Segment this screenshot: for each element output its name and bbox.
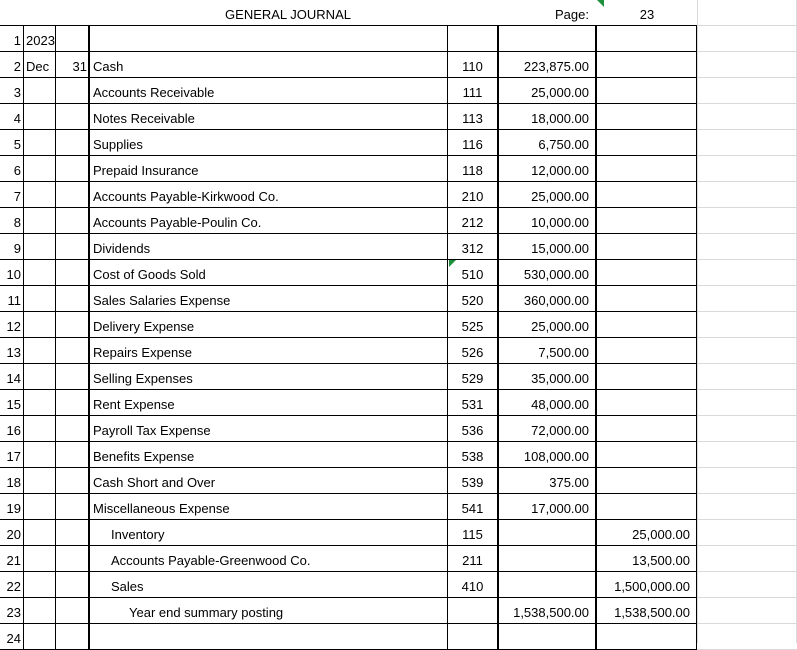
description-cell[interactable]: Cash Short and Over	[89, 468, 448, 494]
credit-cell[interactable]	[596, 390, 697, 416]
gridline	[697, 363, 797, 364]
post-ref-cell[interactable]: 538	[448, 442, 498, 468]
description-cell[interactable]: Rent Expense	[89, 390, 448, 416]
date-day-cell[interactable]	[56, 442, 89, 468]
journal-row	[0, 286, 697, 312]
description-cell[interactable]: Sales	[89, 572, 448, 598]
gridline	[697, 571, 797, 572]
row-number: 7	[0, 182, 24, 208]
gridline	[697, 233, 797, 234]
journal-row	[0, 208, 697, 234]
gridline	[697, 337, 797, 338]
date-month-cell[interactable]	[24, 546, 56, 572]
gridline	[697, 441, 797, 442]
gridline	[697, 285, 797, 286]
row-number: 23	[0, 598, 24, 624]
description-cell[interactable]: Notes Receivable	[89, 104, 448, 130]
debit-cell[interactable]	[498, 26, 596, 52]
credit-cell[interactable]	[596, 364, 697, 390]
date-month-cell[interactable]	[24, 182, 56, 208]
description-cell[interactable]: Accounts Payable-Kirkwood Co.	[89, 182, 448, 208]
journal-row	[0, 156, 697, 182]
post-ref-cell[interactable]: 410	[448, 572, 498, 598]
row-number: 20	[0, 520, 24, 546]
gridline	[697, 51, 797, 52]
date-month-cell[interactable]	[24, 104, 56, 130]
journal-row	[0, 416, 697, 442]
post-ref-cell[interactable]: 210	[448, 182, 498, 208]
date-day-cell[interactable]	[56, 26, 89, 52]
description-cell[interactable]: Miscellaneous Expense	[89, 494, 448, 520]
credit-cell[interactable]	[596, 234, 697, 260]
description-cell[interactable]: Cost of Goods Sold	[89, 260, 448, 286]
date-day-cell[interactable]	[56, 312, 89, 338]
debit-cell[interactable]: 360,000.00	[498, 286, 596, 312]
gridline	[697, 493, 797, 494]
post-ref-cell[interactable]: 312	[448, 234, 498, 260]
credit-cell[interactable]	[596, 338, 697, 364]
gridline	[697, 311, 797, 312]
debit-cell[interactable]: 25,000.00	[498, 78, 596, 104]
debit-cell[interactable]	[498, 572, 596, 598]
credit-cell[interactable]	[596, 182, 697, 208]
journal-row	[0, 546, 697, 572]
row-number: 12	[0, 312, 24, 338]
date-day-cell[interactable]	[56, 104, 89, 130]
description-cell[interactable]: Year end summary posting	[89, 598, 448, 624]
post-ref-cell[interactable]: 111	[448, 78, 498, 104]
date-month-cell[interactable]	[24, 572, 56, 598]
description-cell[interactable]: Benefits Expense	[89, 442, 448, 468]
post-ref-cell[interactable]: 110	[448, 52, 498, 78]
date-day-cell[interactable]	[56, 182, 89, 208]
date-month-cell[interactable]	[24, 286, 56, 312]
date-day-cell[interactable]	[56, 364, 89, 390]
journal-row	[0, 624, 697, 650]
description-cell[interactable]: Prepaid Insurance	[89, 156, 448, 182]
gridline	[697, 0, 698, 643]
journal-row	[0, 494, 697, 520]
gridline	[697, 415, 797, 416]
post-ref-cell[interactable]	[448, 624, 498, 650]
post-ref-cell[interactable]: 520	[448, 286, 498, 312]
date-day-cell[interactable]	[56, 390, 89, 416]
row-number: 2	[0, 52, 24, 78]
journal-row	[0, 104, 697, 130]
gridline	[697, 389, 797, 390]
date-month-cell[interactable]	[24, 260, 56, 286]
date-month-cell[interactable]	[24, 364, 56, 390]
date-month-cell[interactable]	[24, 624, 56, 650]
debit-cell[interactable]: 25,000.00	[498, 312, 596, 338]
date-day-cell[interactable]	[56, 130, 89, 156]
gridline	[697, 259, 797, 260]
debit-cell[interactable]: 17,000.00	[498, 494, 596, 520]
post-ref-cell[interactable]: 118	[448, 156, 498, 182]
gridline	[697, 77, 797, 78]
post-ref-cell[interactable]: 539	[448, 468, 498, 494]
journal-row	[0, 520, 697, 546]
credit-cell[interactable]: 13,500.00	[596, 546, 697, 572]
post-ref-cell[interactable]: 525	[448, 312, 498, 338]
date-day-cell[interactable]	[56, 520, 89, 546]
row-number: 9	[0, 234, 24, 260]
post-ref-cell[interactable]: 115	[448, 520, 498, 546]
post-ref-cell[interactable]	[448, 598, 498, 624]
row-number: 21	[0, 546, 24, 572]
debit-cell[interactable]: 48,000.00	[498, 390, 596, 416]
gridline	[697, 545, 797, 546]
journal-row	[0, 234, 697, 260]
date-day-cell[interactable]	[56, 494, 89, 520]
row-number: 3	[0, 78, 24, 104]
debit-cell[interactable]: 12,000.00	[498, 156, 596, 182]
credit-cell[interactable]	[596, 78, 697, 104]
date-day-cell[interactable]	[56, 598, 89, 624]
description-cell[interactable]: Accounts Payable-Greenwood Co.	[89, 546, 448, 572]
date-month-cell[interactable]	[24, 338, 56, 364]
debit-cell[interactable]	[498, 624, 596, 650]
description-cell[interactable]: Accounts Payable-Poulin Co.	[89, 208, 448, 234]
journal-row	[0, 338, 697, 364]
gridline	[697, 25, 797, 26]
gridline	[697, 181, 797, 182]
credit-cell[interactable]	[596, 130, 697, 156]
date-month-cell[interactable]	[24, 520, 56, 546]
error-indicator-icon	[449, 260, 456, 267]
post-ref-cell[interactable]: 113	[448, 104, 498, 130]
post-ref-cell[interactable]: 531	[448, 390, 498, 416]
gridline	[697, 623, 797, 624]
post-ref-cell[interactable]: 211	[448, 546, 498, 572]
page-number-cell[interactable]: 23	[639, 7, 655, 22]
description-cell[interactable]: Cash	[89, 52, 448, 78]
credit-cell[interactable]	[596, 104, 697, 130]
row-number: 6	[0, 156, 24, 182]
gridline	[697, 597, 797, 598]
credit-cell[interactable]	[596, 260, 697, 286]
date-day-cell[interactable]	[56, 572, 89, 598]
credit-cell[interactable]: 1,538,500.00	[596, 598, 697, 624]
description-cell[interactable]: Supplies	[89, 130, 448, 156]
journal-row	[0, 572, 697, 598]
journal-row	[0, 260, 697, 286]
credit-cell[interactable]	[596, 52, 697, 78]
row-number: 17	[0, 442, 24, 468]
journal-row	[0, 182, 697, 208]
credit-cell[interactable]	[596, 208, 697, 234]
description-cell[interactable]	[89, 26, 448, 52]
date-month-cell[interactable]	[24, 234, 56, 260]
credit-cell[interactable]	[596, 26, 697, 52]
debit-cell[interactable]: 223,875.00	[498, 52, 596, 78]
row-number: 22	[0, 572, 24, 598]
date-month-cell[interactable]	[24, 156, 56, 182]
post-ref-cell[interactable]: 510	[448, 260, 498, 286]
date-month-cell[interactable]: Dec	[24, 52, 56, 78]
debit-cell[interactable]: 375.00	[498, 468, 596, 494]
date-day-cell[interactable]	[56, 546, 89, 572]
debit-cell[interactable]	[498, 546, 596, 572]
date-day-cell[interactable]	[56, 208, 89, 234]
post-ref-cell[interactable]: 212	[448, 208, 498, 234]
debit-cell[interactable]: 25,000.00	[498, 182, 596, 208]
row-number: 4	[0, 104, 24, 130]
journal-row	[0, 52, 697, 78]
date-day-cell[interactable]	[56, 78, 89, 104]
description-cell[interactable]: Sales Salaries Expense	[89, 286, 448, 312]
gridline	[697, 155, 797, 156]
debit-cell[interactable]: 72,000.00	[498, 416, 596, 442]
credit-cell[interactable]: 25,000.00	[596, 520, 697, 546]
gridline	[697, 103, 797, 104]
date-day-cell[interactable]	[56, 416, 89, 442]
row-number: 16	[0, 416, 24, 442]
page-label: Page:	[555, 7, 589, 22]
date-day-cell[interactable]	[56, 338, 89, 364]
row-number: 5	[0, 130, 24, 156]
post-ref-cell[interactable]: 526	[448, 338, 498, 364]
row-number: 13	[0, 338, 24, 364]
row-number: 24	[0, 624, 24, 650]
journal-row	[0, 390, 697, 416]
date-day-cell[interactable]	[56, 286, 89, 312]
date-month-cell[interactable]	[24, 130, 56, 156]
journal-row	[0, 442, 697, 468]
date-day-cell[interactable]	[56, 468, 89, 494]
row-number: 15	[0, 390, 24, 416]
date-month-cell[interactable]	[24, 494, 56, 520]
date-month-cell[interactable]	[24, 416, 56, 442]
credit-cell[interactable]	[596, 416, 697, 442]
date-day-cell[interactable]	[56, 624, 89, 650]
description-cell[interactable]: Dividends	[89, 234, 448, 260]
debit-cell[interactable]: 18,000.00	[498, 104, 596, 130]
description-cell[interactable]	[89, 624, 448, 650]
debit-cell[interactable]: 108,000.00	[498, 442, 596, 468]
debit-cell[interactable]	[498, 520, 596, 546]
post-ref-cell[interactable]: 529	[448, 364, 498, 390]
credit-cell[interactable]	[596, 442, 697, 468]
post-ref-cell[interactable]: 536	[448, 416, 498, 442]
row-number: 19	[0, 494, 24, 520]
date-day-cell[interactable]	[56, 260, 89, 286]
credit-cell[interactable]: 1,500,000.00	[596, 572, 697, 598]
description-cell[interactable]: Selling Expenses	[89, 364, 448, 390]
date-month-cell[interactable]	[24, 78, 56, 104]
journal-row	[0, 312, 697, 338]
credit-cell[interactable]	[596, 156, 697, 182]
description-cell[interactable]: Payroll Tax Expense	[89, 416, 448, 442]
credit-cell[interactable]	[596, 286, 697, 312]
error-indicator-icon	[597, 0, 604, 7]
journal-row	[0, 130, 697, 156]
debit-cell[interactable]: 6,750.00	[498, 130, 596, 156]
post-ref-cell[interactable]: 116	[448, 130, 498, 156]
debit-cell[interactable]: 15,000.00	[498, 234, 596, 260]
date-day-cell[interactable]	[56, 156, 89, 182]
row-number: 1	[0, 26, 24, 52]
credit-cell[interactable]	[596, 494, 697, 520]
gridline	[697, 519, 797, 520]
row-number: 18	[0, 468, 24, 494]
row-number: 10	[0, 260, 24, 286]
gridline	[697, 467, 797, 468]
date-month-cell[interactable]	[24, 312, 56, 338]
post-ref-cell[interactable]	[448, 26, 498, 52]
date-day-cell[interactable]	[56, 234, 89, 260]
row-number: 14	[0, 364, 24, 390]
row-number: 11	[0, 286, 24, 312]
debit-cell[interactable]: 35,000.00	[498, 364, 596, 390]
journal-row	[0, 598, 697, 624]
journal-row	[0, 78, 697, 104]
date-month-cell[interactable]	[24, 468, 56, 494]
date-month-cell[interactable]: 2023	[24, 26, 56, 52]
credit-cell[interactable]	[596, 624, 697, 650]
description-cell[interactable]: Repairs Expense	[89, 338, 448, 364]
row-number: 8	[0, 208, 24, 234]
gridline	[697, 207, 797, 208]
debit-cell[interactable]: 1,538,500.00	[498, 598, 596, 624]
date-month-cell[interactable]	[24, 598, 56, 624]
journal-title: GENERAL JOURNAL	[225, 7, 351, 22]
description-cell[interactable]: Inventory	[89, 520, 448, 546]
gridline	[697, 129, 797, 130]
date-month-cell[interactable]	[24, 208, 56, 234]
credit-cell[interactable]	[596, 468, 697, 494]
description-cell[interactable]: Delivery Expense	[89, 312, 448, 338]
date-month-cell[interactable]	[24, 442, 56, 468]
debit-cell[interactable]: 7,500.00	[498, 338, 596, 364]
debit-cell[interactable]: 10,000.00	[498, 208, 596, 234]
post-ref-cell[interactable]: 541	[448, 494, 498, 520]
description-cell[interactable]: Accounts Receivable	[89, 78, 448, 104]
debit-cell[interactable]: 530,000.00	[498, 260, 596, 286]
journal-row	[0, 468, 697, 494]
date-day-cell[interactable]: 31	[56, 52, 89, 78]
date-month-cell[interactable]	[24, 390, 56, 416]
journal-row	[0, 364, 697, 390]
credit-cell[interactable]	[596, 312, 697, 338]
journal-row	[0, 26, 697, 52]
